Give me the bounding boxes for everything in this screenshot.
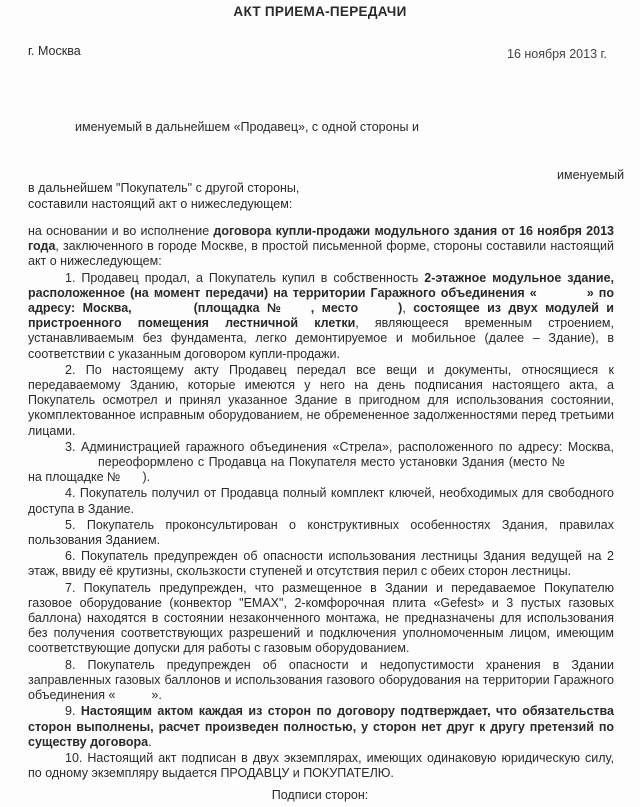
clause-1-text-1: 1. Продавец продал, а Покупатель купил в собственность xyxy=(65,270,425,285)
clause-1-bold-5: ) xyxy=(398,301,403,316)
clause-8-text: 8. Покупатель предупрежден об опасности и недопустимости хранения в Здании заправленных газовых баллонов и использования газового оборудования на территории Гаражного объединения « xyxy=(28,657,614,703)
buyer-named-label: именуемый xyxy=(557,168,625,182)
clause-7: 7. Покупатель предупрежден, что размещенное в Здании и передаваемое Покупателю газовое оборудование (конвектор "ЕМАХ", 2-комфорочная плита «Gefest» и 3 пустых газовых баллона) находятся в состоянии незаконченного монтажа, не предназначены для использования без получения соответствующих разрешений и подключения уполномоченным лицом, имеющим соответствующие допуски для работы с газовым оборудованием. xyxy=(28,580,614,656)
clause-1-text-2: , xyxy=(402,301,414,316)
clause-2: 2. По настоящему акту Продавец передал все вещи и документы, относящиеся к передаваемому Зданию, которые имеются у него на день подписания настоящего акта, а Покупатель осмотрел и принял указанное Здание в пригодном для использования состоянии, укомплектованное исправным оборудованием, не обремененное задолженностями перед третьими лицами. xyxy=(28,362,614,438)
clause-3-text-2: переоформлено с Продавца на Покупателя место установки Здания (место № xyxy=(98,455,566,470)
intro-text-2: , заключенного в городе Москве, в простой письменной форме, стороны составили настоящий акт о нижеследующем: xyxy=(28,239,614,269)
clause-3 xyxy=(28,440,614,486)
document-date: 16 ноября 2013 г. xyxy=(507,47,607,61)
clause-1-text-3: , являющееся временным строением, устанавливаемым без фундамента, легко демонтируемое и мобильное (далее – Здание), в соответствии с указанным договором купли-продажи. xyxy=(28,316,615,361)
clause-4: 4. Покупатель получил от Продавца полный комплект ключей, необходимых для свободного доступа в Здание. xyxy=(28,486,614,516)
signatures-heading: Подписи сторон: xyxy=(271,788,369,802)
clause-3-text-3: на площадке № xyxy=(28,470,121,485)
clause-9 xyxy=(28,704,614,750)
contract-reference: договора купли-продажи модульного здания от 16 ноября 2013 года xyxy=(28,224,614,254)
clause-1 xyxy=(28,271,614,362)
clause-10: 10. Настоящий акт подписан в двух экземплярах, имеющих одинаковую юридическую силу, по одному экземпляру выдается ПРОДАВЦУ и ПОКУПАТЕЛЮ. xyxy=(28,750,614,781)
clause-6: 6. Покупатель предупрежден об опасности использования лестницы Здания ведущей на 2 этаж, ввиду её крутизны, скользкости ступеней и отсутствия перил с обеих сторон лестницы. xyxy=(28,549,614,579)
clause-3-text-1: 3. Администрацией гаражного объединения «Стрела», расположенного по адресу: Москва, xyxy=(65,439,614,454)
clause-1-bold-2: » по адресу: Москва, xyxy=(28,285,614,316)
buyer-clause xyxy=(28,180,299,212)
city: г. Москва xyxy=(28,44,81,58)
clause-1-bold-3: (площадка № xyxy=(193,301,285,316)
document-title: АКТ ПРИЕМА-ПЕРЕДАЧИ xyxy=(233,4,407,19)
act-body xyxy=(28,224,614,782)
intro-text-1: на основании и во исполнение xyxy=(28,224,214,238)
buyer-line-1: в дальнейшем "Покупатель" с другой стороны, xyxy=(28,181,300,195)
clause-9-end: . xyxy=(148,734,152,749)
clause-9-bold: Настоящим актом каждая из сторон по договору подтверждает, что обязательства сторон выполнены, расчет произведен полностью, у сторон нет друг к другу претензий по существу договора xyxy=(28,704,614,749)
intro-paragraph xyxy=(28,224,614,270)
clause-5: 5. Покупатель проконсультирован о конструктивных особенностях Здания, правилах пользования Зданием. xyxy=(28,517,614,548)
clause-9-number: 9. xyxy=(65,704,81,719)
clause-1-bold-1: 2-этажное модульное здание, расположенное (на момент передачи) на территории Гаражного объединения « xyxy=(28,270,614,300)
buyer-line-2: составили настоящий акт о нижеследующем: xyxy=(28,197,293,211)
clause-8-end: ». xyxy=(151,688,162,703)
seller-clause: именуемый в дальнейшем «Продавец», с одной стороны и xyxy=(75,120,419,134)
clause-1-bold-6: состоящее из двух модулей и пристроенного помещения лестничной клетки xyxy=(28,301,614,331)
clause-8 xyxy=(28,658,614,704)
clause-1-bold-4: , место xyxy=(310,301,359,316)
clause-3-text-4: ). xyxy=(142,470,151,485)
